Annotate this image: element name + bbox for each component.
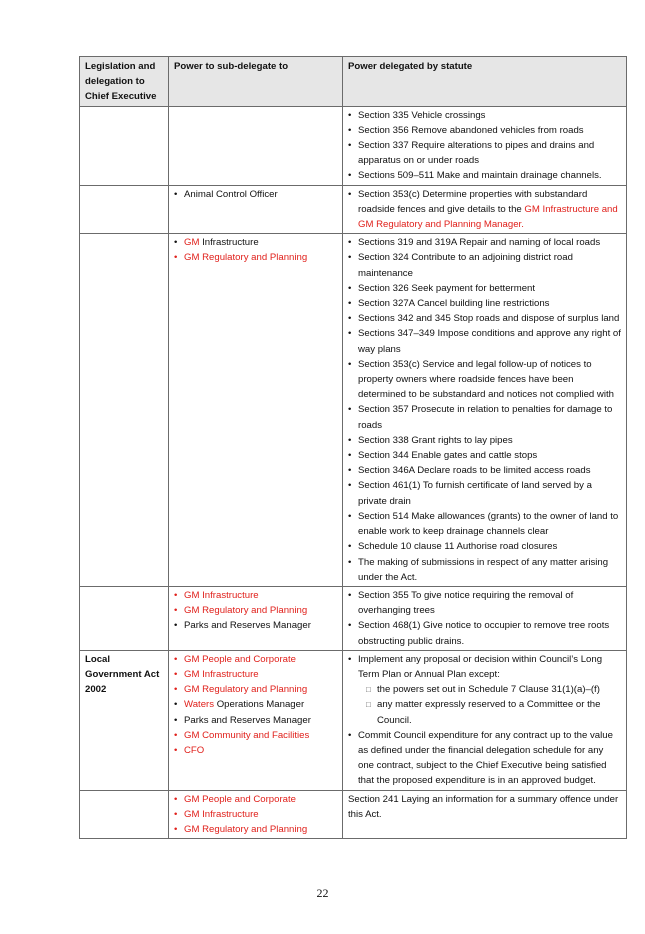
delegate-list <box>174 792 337 838</box>
power-item: • Section 335 Vehicle crossings <box>348 108 621 123</box>
legislation-cell <box>80 185 169 234</box>
power-item: • Commit Council expenditure for any contract up to the value as defined under the financial delegation schedule for any one contract, subject to the Chief Executive being satisfied that the proposed expenditure is in an approved budget. <box>348 728 621 789</box>
table-row <box>80 650 627 790</box>
page-number: 22 <box>316 886 329 900</box>
delegation-table <box>79 56 627 839</box>
power-list <box>348 108 621 184</box>
delegate-item: • GM Regulatory and Planning <box>174 822 337 837</box>
header-legislation: Legislation and delegation to Chief Executive <box>80 57 169 107</box>
legislation-cell <box>80 790 169 839</box>
power-item: • Section 338 Grant rights to lay pipes <box>348 433 621 448</box>
delegate-text: Infrastructure <box>199 237 259 249</box>
delegate-item: • GM Regulatory and Planning <box>174 603 337 618</box>
sub-delegate-cell <box>169 185 343 234</box>
power-item: • Section 468(1) Give notice to occupier to remove tree roots obstructing public drains. <box>348 618 621 648</box>
sub-delegate-cell <box>169 106 343 185</box>
header-sub-delegate: Power to sub-delegate to <box>169 57 343 107</box>
legislation-cell <box>80 106 169 185</box>
power-cell: Section 241 Laying an information for a summary offence under this Act. <box>343 790 627 839</box>
power-text: Implement any proposal or decision within Council’s Long Term Plan or Annual Plan except: <box>358 653 603 680</box>
delegate-item: • GM Regulatory and Planning <box>174 250 337 265</box>
delegate-item: • GM Regulatory and Planning <box>174 682 337 697</box>
delegate-item <box>174 235 337 250</box>
power-item: • Section 461(1) To furnish certificate of land served by a private drain <box>348 478 621 508</box>
power-cell <box>343 185 627 234</box>
power-item: • Sections 509–511 Make and maintain drainage channels. <box>348 168 621 183</box>
delegate-item: • GM Infrastructure <box>174 588 337 603</box>
sub-delegate-cell <box>169 790 343 839</box>
delegate-highlight: Waters <box>184 699 215 711</box>
power-item <box>348 187 621 233</box>
power-item: • The making of submissions in respect of any matter arising under the Act. <box>348 555 621 585</box>
power-item: • Sections 347–349 Impose conditions and approve any right of way plans <box>348 326 621 356</box>
power-item: • Section 327A Cancel building line restrictions <box>348 296 621 311</box>
power-item: • Section 326 Seek payment for betterment <box>348 281 621 296</box>
delegate-item: • Animal Control Officer <box>174 187 337 202</box>
delegate-text: Operations Manager <box>214 699 305 711</box>
power-item: • Schedule 10 clause 11 Authorise road closures <box>348 539 621 554</box>
delegate-item: • GM People and Corporate <box>174 792 337 807</box>
power-item: • Section 344 Enable gates and cattle stops <box>348 448 621 463</box>
power-item: • Sections 342 and 345 Stop roads and dispose of surplus land <box>348 311 621 326</box>
legislation-cell: Local Government Act 2002 <box>80 650 169 790</box>
power-cell <box>343 106 627 185</box>
table-row <box>80 234 627 587</box>
power-item: • Section 337 Require alterations to pipes and drains and apparatus on or under roads <box>348 138 621 168</box>
delegate-list <box>174 588 337 634</box>
power-item: • Sections 319 and 319A Repair and naming of local roads <box>348 235 621 250</box>
table-row <box>80 106 627 185</box>
table-row <box>80 790 627 839</box>
power-list <box>348 652 621 789</box>
power-item: • Section 346A Declare roads to be limited access roads <box>348 463 621 478</box>
table-row <box>80 185 627 234</box>
power-item: • Section 357 Prosecute in relation to penalties for damage to roads <box>348 402 621 432</box>
power-item: • Section 353(c) Service and legal follow-up of notices to property owners where roadside fences have been determined to be substandard and notices not complied with <box>348 357 621 403</box>
power-item: • Section 514 Make allowances (grants) to the owner of land to enable work to keep drainage channels clear <box>348 509 621 539</box>
delegate-item: • Parks and Reserves Manager <box>174 618 337 633</box>
legislation-cell <box>80 586 169 650</box>
exception-list <box>366 682 621 728</box>
delegate-item <box>174 697 337 712</box>
delegate-list <box>174 652 337 758</box>
exception-item: □ any matter expressly reserved to a Committee or the Council. <box>366 697 621 727</box>
power-cell <box>343 586 627 650</box>
power-item: • Section 356 Remove abandoned vehicles from roads <box>348 123 621 138</box>
delegate-highlight: GM <box>184 237 200 249</box>
delegate-item: • GM Infrastructure <box>174 667 337 682</box>
power-cell <box>343 650 627 790</box>
power-highlight: GM Infrastructure and GM Regulatory and Planning Manager. <box>358 203 618 231</box>
power-item <box>348 652 621 728</box>
power-list <box>348 187 621 233</box>
delegate-item: • GM Infrastructure <box>174 807 337 822</box>
power-text: Section 353(c) Determine properties with substandard roadside fences and give details to the <box>358 188 588 215</box>
delegate-item: • GM People and Corporate <box>174 652 337 667</box>
legislation-cell <box>80 234 169 587</box>
delegate-list <box>174 235 337 265</box>
sub-delegate-cell <box>169 650 343 790</box>
delegate-list <box>174 187 337 202</box>
delegate-item: • CFO <box>174 743 337 758</box>
delegate-item: • Parks and Reserves Manager <box>174 713 337 728</box>
power-list <box>348 588 621 649</box>
table-row <box>80 586 627 650</box>
table-header-row <box>80 57 627 107</box>
power-item: • Section 324 Contribute to an adjoining district road maintenance <box>348 250 621 280</box>
power-item: • Section 355 To give notice requiring the removal of overhanging trees <box>348 588 621 618</box>
delegate-item: • GM Community and Facilities <box>174 728 337 743</box>
power-cell <box>343 234 627 587</box>
exception-item: □ the powers set out in Schedule 7 Clause 31(1)(a)–(f) <box>366 682 621 697</box>
sub-delegate-cell <box>169 586 343 650</box>
header-power-delegated: Power delegated by statute <box>343 57 627 107</box>
sub-delegate-cell <box>169 234 343 587</box>
power-list <box>348 235 621 585</box>
